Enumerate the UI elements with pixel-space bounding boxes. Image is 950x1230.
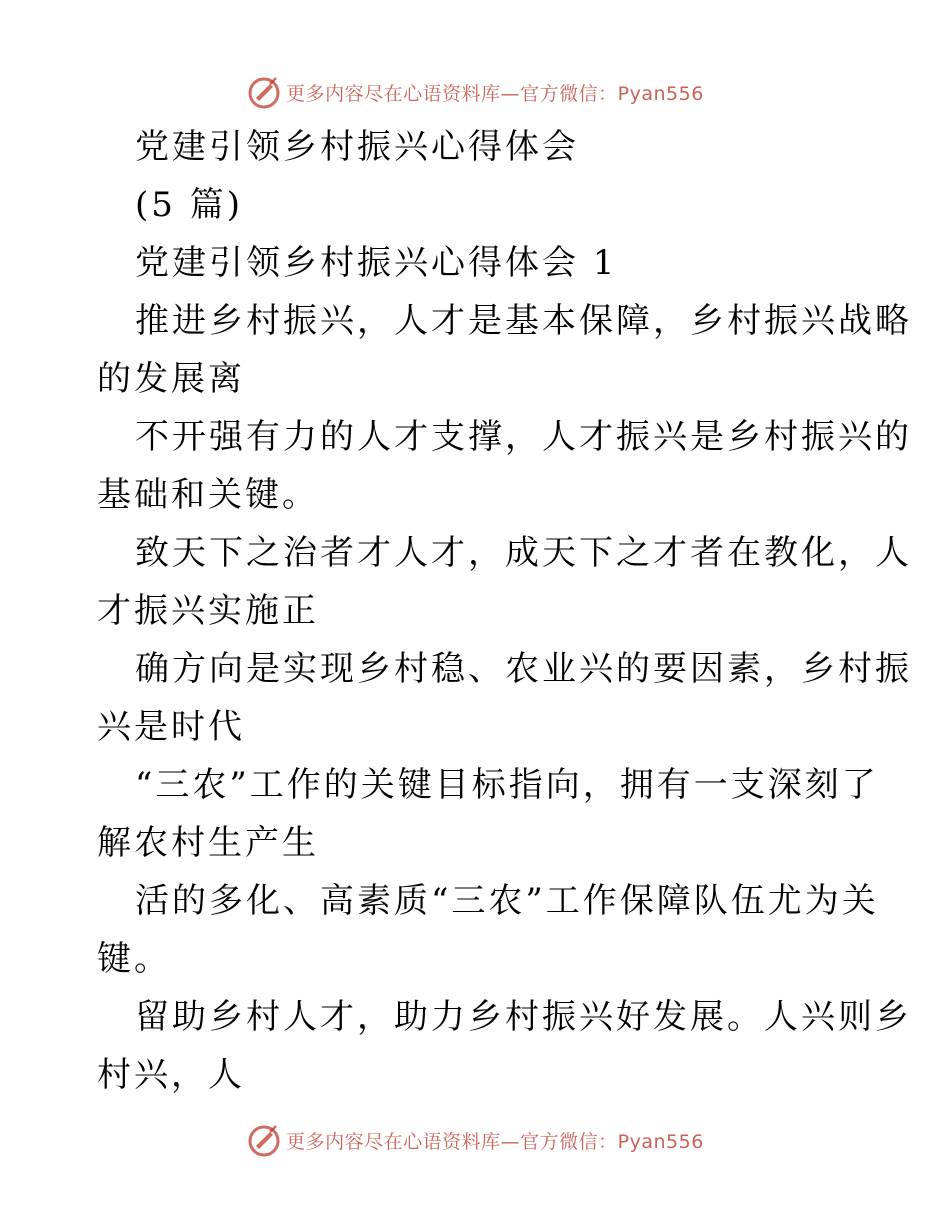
- text-line: 党建引领乡村振兴心得体会 1: [135, 243, 618, 283]
- header-watermark-text: 更多内容尽在心语资料库—官方微信：Pyan556: [286, 82, 704, 105]
- text-line: 的发展离: [97, 359, 245, 399]
- text-line: 推进乡村振兴，人才是基本保障，乡村振兴战略: [135, 301, 912, 341]
- footer-watermark-banner: [0, 1120, 950, 1160]
- footer-watermark-text: 更多内容尽在心语资料库—官方微信：Pyan556: [286, 1130, 704, 1153]
- text-line: 活的多化、高素质“三农”工作保障队伍尤为关: [135, 881, 879, 921]
- text-line: 留助乡村人才，助力乡村振兴好发展。人兴则乡: [135, 997, 912, 1037]
- text-line: 兴是时代: [97, 707, 245, 747]
- text-line: 致天下之治者才人才，成天下之才者在教化，人: [135, 533, 912, 573]
- brand-logo-icon: [246, 74, 282, 110]
- text-line: 不开强有力的人才支撑，人才振兴是乡村振兴的: [135, 417, 912, 457]
- text-line: 才振兴实施正: [97, 591, 319, 631]
- text-line: “三农”工作的关键目标指向，拥有一支深刻了: [135, 765, 879, 805]
- document-body: [97, 118, 912, 1104]
- text-line: 键。: [97, 939, 171, 979]
- text-line: 基础和关键。: [97, 475, 319, 515]
- text-line: 解农村生产生: [97, 823, 319, 863]
- text-line: 村兴，人: [97, 1055, 245, 1095]
- brand-logo-icon: [246, 1122, 282, 1158]
- document-title: 党建引领乡村振兴心得体会: [135, 127, 579, 167]
- text-line: (5 篇): [135, 185, 243, 225]
- header-watermark-banner: [0, 72, 950, 112]
- text-line: 确方向是实现乡村稳、农业兴的要因素，乡村振: [135, 649, 912, 689]
